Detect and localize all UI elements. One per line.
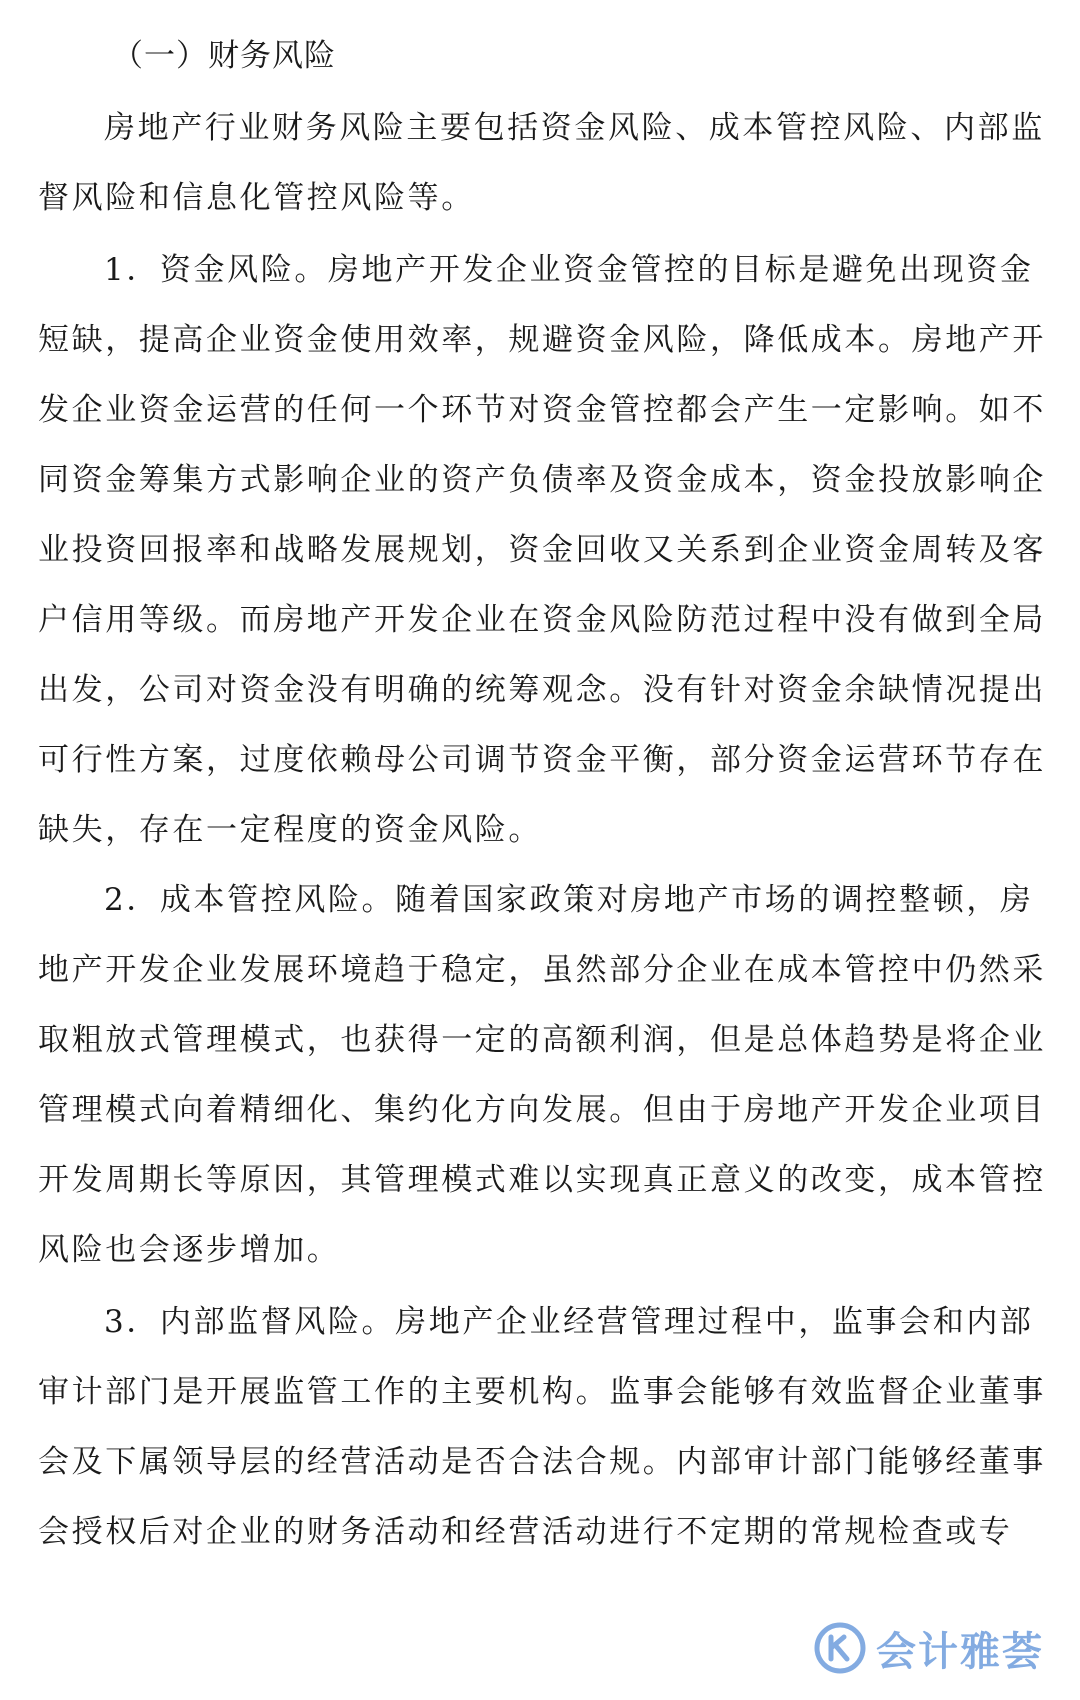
text-line: 发企业资金运营的任何一个环节对资金管控都会产生一定影响。如不 <box>38 392 1046 428</box>
text-line: 取粗放式管理模式，也获得一定的高额利润，但是总体趋势是将企业 <box>38 1022 1046 1058</box>
text-line: 会及下属领导层的经营活动是否合法合规。内部审计部门能够经董事 <box>38 1444 1046 1480</box>
text-line: 同资金筹集方式影响企业的资产负债率及资金成本，资金投放影响企 <box>38 462 1046 498</box>
text-line: 户信用等级。而房地产开发企业在资金风险防范过程中没有做到全局 <box>38 602 1046 638</box>
text-line: 可行性方案，过度依赖母公司调节资金平衡，部分资金运营环节存在 <box>38 742 1046 778</box>
text-line: 督风险和信息化管控风险等。 <box>38 180 475 216</box>
text-line: 出发，公司对资金没有明确的统筹观念。没有针对资金余缺情况提出 <box>38 672 1046 708</box>
text-line: 会授权后对企业的财务活动和经营活动进行不定期的常规检查或专 <box>38 1514 1013 1550</box>
text-line: 缺失，存在一定程度的资金风险。 <box>38 812 542 848</box>
text-line: 1．资金风险。房地产开发企业资金管控的目标是避免出现资金 <box>104 252 1034 288</box>
text-line: 2．成本管控风险。随着国家政策对房地产市场的调控整顿，房 <box>104 882 1034 918</box>
watermark-text: 会计雅荟 <box>876 1628 1044 1675</box>
text-line: 管理模式向着精细化、集约化方向发展。但由于房地产开发企业项目 <box>38 1092 1046 1128</box>
text-line: 地产开发企业发展环境趋于稳定，虽然部分企业在成本管控中仍然采 <box>38 952 1046 988</box>
watermark <box>814 1618 1044 1678</box>
watermark-logo-icon <box>814 1622 866 1674</box>
text-line: 房地产行业财务风险主要包括资金风险、成本管控风险、内部监 <box>104 110 1045 146</box>
section-heading: （一）财务风险 <box>112 38 336 74</box>
text-line: 风险也会逐步增加。 <box>38 1232 341 1268</box>
text-line: 开发周期长等原因，其管理模式难以实现真正意义的改变，成本管控 <box>38 1162 1046 1198</box>
text-line: 短缺，提高企业资金使用效率，规避资金风险，降低成本。房地产开 <box>38 322 1046 358</box>
text-line: 审计部门是开展监管工作的主要机构。监事会能够有效监督企业董事 <box>38 1374 1046 1410</box>
text-line: 3．内部监督风险。房地产企业经营管理过程中，监事会和内部 <box>104 1304 1034 1340</box>
text-line: 业投资回报率和战略发展规划，资金回收又关系到企业资金周转及客 <box>38 532 1046 568</box>
